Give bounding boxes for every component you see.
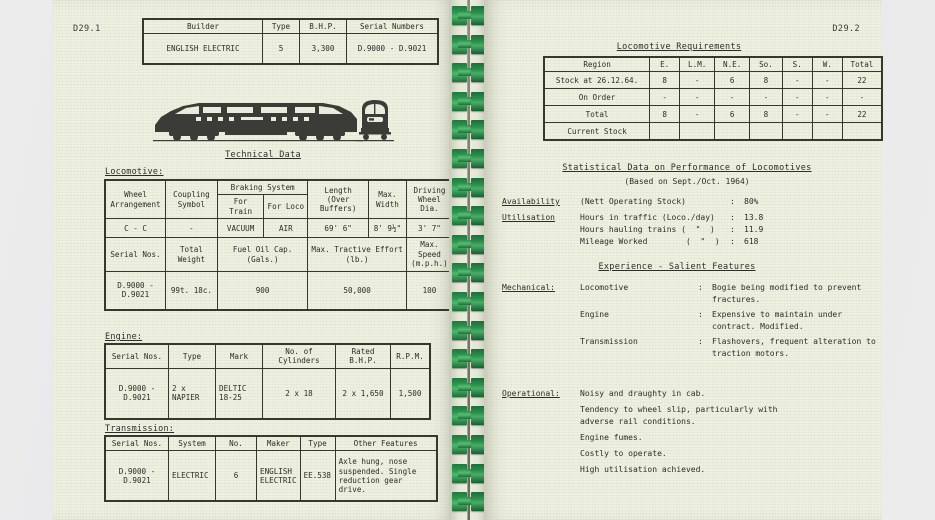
technical-data-title: Technical Data xyxy=(225,150,301,160)
col-max-width: Max. Width xyxy=(368,181,406,219)
table-row-2 xyxy=(106,271,453,309)
locomotive-side-elevation xyxy=(153,95,363,143)
table-row xyxy=(106,368,430,418)
col-builder: Builder xyxy=(144,20,263,34)
row-label: Current Stock xyxy=(545,123,650,140)
col-w: W. xyxy=(812,58,842,72)
mechanical-row-1 xyxy=(502,309,877,333)
binding-tooth xyxy=(452,464,486,483)
operational-block xyxy=(502,388,877,476)
table-cell: 8 xyxy=(650,106,680,123)
col-rpm: R.P.M. xyxy=(391,345,430,369)
cell-max-width: 8' 9½" xyxy=(368,219,406,238)
engine-table xyxy=(105,344,430,419)
utilisation-value: 13.8 xyxy=(744,213,764,222)
binding-tooth xyxy=(452,149,486,168)
col-length-over-buffers: Length (Over Buffers) xyxy=(308,181,369,219)
binding-tooth xyxy=(452,321,486,340)
binding-tooth xyxy=(452,63,486,82)
availability-label: Availability xyxy=(502,197,560,206)
table-cell: - xyxy=(812,89,842,106)
transmission-table xyxy=(105,436,437,501)
spacer xyxy=(502,448,580,460)
col-other-features: Other Features xyxy=(335,437,436,451)
col-l-m: L.M. xyxy=(680,58,715,72)
table-cell xyxy=(715,123,750,140)
statistics-title: Statistical Data on Performance of Locomotives xyxy=(562,163,812,173)
availability-separator: : xyxy=(730,197,735,206)
col-system: System xyxy=(169,437,216,451)
operational-row-1 xyxy=(502,404,877,428)
table-row xyxy=(106,451,437,501)
cell-rpm: 1,500 xyxy=(391,368,430,418)
table-cell: 8 xyxy=(750,106,783,123)
col-s: S. xyxy=(782,58,812,72)
col-no-of-cylinders: No. of Cylinders xyxy=(263,345,336,369)
cell-type: 2 x NAPIER xyxy=(169,368,216,418)
col-mark: Mark xyxy=(216,345,263,369)
col-for-loco: For Loco xyxy=(264,195,308,219)
row-label: On Order xyxy=(545,89,650,106)
table-cell: 8 xyxy=(650,72,680,89)
cell-mark: DELTIC 18-25 xyxy=(216,368,263,418)
cell-rated-bhp: 2 x 1,650 xyxy=(336,368,391,418)
utilisation-block xyxy=(502,212,872,248)
row-label: Total xyxy=(545,106,650,123)
col-max-speed: Max. Speed (m.p.h.) xyxy=(406,238,452,271)
col-e: E. xyxy=(650,58,680,72)
cell-driving-wheel-dia: 3' 7" xyxy=(406,219,452,238)
row-label: Stock at 26.12.64. xyxy=(545,72,650,89)
cell-wheel-arrangement: C - C xyxy=(106,219,166,238)
mechanical-subject: Locomotive xyxy=(580,283,629,292)
cell-maker: ENGLISH ELECTRIC xyxy=(257,451,301,501)
utilisation-sep: : xyxy=(730,213,735,222)
mechanical-sep: : xyxy=(698,283,703,292)
engine-section-label: Engine: xyxy=(105,332,143,342)
locomotive-front-elevation xyxy=(356,95,394,143)
binding-tooth xyxy=(452,263,486,282)
mechanical-block xyxy=(502,282,877,360)
cell-serial-nos: D.9000 - D.9021 xyxy=(106,368,169,418)
operational-item: Tendency to wheel slip, particularly with adverse rail conditions. xyxy=(580,405,778,426)
table-cell xyxy=(812,123,842,140)
binding-tooth xyxy=(452,35,486,54)
locomotive-section-label: Locomotive: xyxy=(105,167,164,177)
utilisation-sep: : xyxy=(730,225,735,234)
table-cell xyxy=(750,123,783,140)
availability-item: (Nett Operating Stock) xyxy=(580,197,686,206)
table-header-row xyxy=(545,58,882,72)
cell-length: 69' 6" xyxy=(308,219,369,238)
table-cell: 22 xyxy=(842,106,881,123)
cell-fuel-oil-cap: 900 xyxy=(217,271,307,309)
cell-builder: ENGLISH ELECTRIC xyxy=(144,34,263,64)
availability-row xyxy=(502,196,872,208)
col-so: So. xyxy=(750,58,783,72)
table-cell: - xyxy=(680,106,715,123)
utilisation-item-text: Hours hauling trains ( " ) xyxy=(580,225,715,234)
cell-serial-nos: D.9000 -D.9021 xyxy=(106,451,169,501)
cell-bhp: 3,300 xyxy=(300,34,347,64)
comb-binding xyxy=(452,0,486,520)
table-cell: - xyxy=(715,89,750,106)
left-page-number: D29.1 xyxy=(73,24,101,34)
utilisation-row-0 xyxy=(502,212,872,224)
col-total: Total xyxy=(842,58,881,72)
col-type: Type xyxy=(169,345,216,369)
table-cell: 6 xyxy=(715,72,750,89)
binding-tooth xyxy=(452,378,486,397)
table-cell: - xyxy=(812,72,842,89)
cell-max-speed: 100 xyxy=(406,271,452,309)
mechanical-sep: : xyxy=(698,310,703,319)
mechanical-text: Flashovers, frequent alteration to traction motors. xyxy=(712,337,876,358)
cell-system: ELECTRIC xyxy=(169,451,216,501)
table-cell xyxy=(782,123,812,140)
col-bhp: B.H.P. xyxy=(300,20,347,34)
binding-tooth xyxy=(452,92,486,111)
col-max-tractive-effort: Max. Tractive Effort (lb.) xyxy=(308,238,407,271)
mechanical-row-2 xyxy=(502,336,877,360)
operational-row-0 xyxy=(502,388,877,400)
col-type: Type xyxy=(263,20,300,34)
col-type: Type xyxy=(300,437,335,451)
cell-brake-loco: AIR xyxy=(264,219,308,238)
mechanical-label: Mechanical: xyxy=(502,283,555,292)
col-coupling-symbol: Coupling Symbol xyxy=(165,181,217,219)
col-fuel-oil-cap: Fuel Oil Cap. (Gals.) xyxy=(217,238,307,271)
experience-title: Experience - Salient Features xyxy=(598,262,756,272)
table-header-row xyxy=(106,345,430,369)
cell-max-tractive-effort: 50,000 xyxy=(308,271,407,309)
cell-no: 6 xyxy=(216,451,257,501)
cell-no-of-cylinders: 2 x 18 xyxy=(263,368,336,418)
binding-tooth xyxy=(452,406,486,425)
utilisation-item-text: Mileage Worked ( " ) xyxy=(580,237,720,246)
spacer xyxy=(502,236,580,248)
col-for-train: For Train xyxy=(217,195,263,219)
table-row xyxy=(106,219,453,238)
spacer xyxy=(502,432,580,444)
left-page xyxy=(53,0,453,520)
table-row xyxy=(144,34,438,64)
utilisation-row-1 xyxy=(502,224,872,236)
col-driving-wheel-dia: Driving Wheel Dia. xyxy=(406,181,452,219)
mechanical-subject: Engine xyxy=(580,310,609,319)
table-cell: - xyxy=(680,72,715,89)
operational-item: High utilisation achieved. xyxy=(580,465,706,474)
operational-item: Engine fumes. xyxy=(580,433,643,442)
binding-tooth xyxy=(452,235,486,254)
mechanical-text: Bogie being modified to prevent fractures. xyxy=(712,283,862,304)
col-wheel-arrangement: Wheel Arrangement xyxy=(106,181,166,219)
table-cell xyxy=(680,123,715,140)
col-rated-bhp: Rated B.H.P. xyxy=(336,345,391,369)
table-cell: 8 xyxy=(750,72,783,89)
col-region: Region xyxy=(545,58,650,72)
table-header-row xyxy=(106,181,453,195)
operational-item: Costly to operate. xyxy=(580,449,667,458)
table-header-row-2 xyxy=(106,238,453,271)
cell-other-features: Axle hung, nose suspended. Single reduction gear drive. xyxy=(335,451,436,501)
table-cell: - xyxy=(782,89,812,106)
requirements-title: Locomotive Requirements xyxy=(616,42,742,52)
col-serial-nos: Serial Nos. xyxy=(106,437,169,451)
table-cell: - xyxy=(842,89,881,106)
availability-block xyxy=(502,196,872,208)
table-cell: - xyxy=(812,106,842,123)
col-serial-nos: Serial Nos. xyxy=(106,238,166,271)
table-cell: - xyxy=(650,89,680,106)
operational-row-4 xyxy=(502,464,877,476)
table-cell: - xyxy=(782,106,812,123)
spacer xyxy=(502,404,580,428)
cell-type: 5 xyxy=(263,34,300,64)
operational-item: Noisy and draughty in cab. xyxy=(580,389,706,398)
binding-tooth xyxy=(452,6,486,25)
statistics-subtitle: (Based on Sept./Oct. 1964) xyxy=(624,177,750,186)
binding-tooth xyxy=(452,349,486,368)
binding-tooth xyxy=(452,178,486,197)
binding-tooth xyxy=(452,206,486,225)
binding-tooth xyxy=(452,120,486,139)
table-cell xyxy=(650,123,680,140)
utilisation-row-2 xyxy=(502,236,872,248)
cell-type: EE.538 xyxy=(300,451,335,501)
spacer xyxy=(502,464,580,476)
col-n-e: N.E. xyxy=(715,58,750,72)
table-header-row xyxy=(144,20,438,34)
mechanical-row-0 xyxy=(502,282,877,306)
col-serial-numbers: Serial Numbers xyxy=(347,20,438,34)
col-no: No. xyxy=(216,437,257,451)
col-serial-nos: Serial Nos. xyxy=(106,345,169,369)
spacer xyxy=(502,224,580,236)
spacer xyxy=(502,309,580,333)
col-braking-system: Braking System xyxy=(217,181,307,195)
table-row xyxy=(545,89,882,106)
requirements-table xyxy=(544,57,882,140)
table-cell: 6 xyxy=(715,106,750,123)
cell-coupling-symbol: - xyxy=(165,219,217,238)
table-header-row xyxy=(106,437,437,451)
operational-row-2 xyxy=(502,432,877,444)
cell-serial-nos: D.9000 - D.9021 xyxy=(106,271,166,309)
mechanical-subject: Transmission xyxy=(580,337,638,346)
mechanical-sep: : xyxy=(698,337,703,346)
table-cell: - xyxy=(680,89,715,106)
mechanical-text: Expensive to maintain under contract. Modified. xyxy=(712,310,843,331)
utilisation-sep: : xyxy=(730,237,735,246)
availability-value: 80% xyxy=(744,197,759,206)
builder-table xyxy=(143,19,438,64)
transmission-section-label: Transmission: xyxy=(105,424,175,434)
binding-tooth xyxy=(452,435,486,454)
table-row xyxy=(545,106,882,123)
col-maker: Maker xyxy=(257,437,301,451)
table-row xyxy=(545,123,882,140)
operational-label: Operational: xyxy=(502,389,560,398)
table-cell: 22 xyxy=(842,72,881,89)
table-cell: - xyxy=(782,72,812,89)
binding-tooth xyxy=(452,292,486,311)
binding-tooth xyxy=(452,492,486,511)
spacer xyxy=(502,336,580,360)
table-cell: - xyxy=(750,89,783,106)
utilisation-value: 11.9 xyxy=(744,225,764,234)
utilisation-item-text: Hours in traffic (Loco./day) xyxy=(580,213,715,222)
utilisation-value: 618 xyxy=(744,237,759,246)
operational-row-3 xyxy=(502,448,877,460)
cell-brake-train: VACUUM xyxy=(217,219,263,238)
table-cell xyxy=(842,123,881,140)
right-page xyxy=(484,0,882,520)
right-page-number: D29.2 xyxy=(832,24,860,34)
cell-total-weight: 99t. 18c. xyxy=(165,271,217,309)
locomotive-table xyxy=(105,180,453,310)
cell-serial-numbers: D.9000 - D.9021 xyxy=(347,34,438,64)
table-row xyxy=(545,72,882,89)
col-total-weight: Total Weight xyxy=(165,238,217,271)
utilisation-label: Utilisation xyxy=(502,213,555,222)
